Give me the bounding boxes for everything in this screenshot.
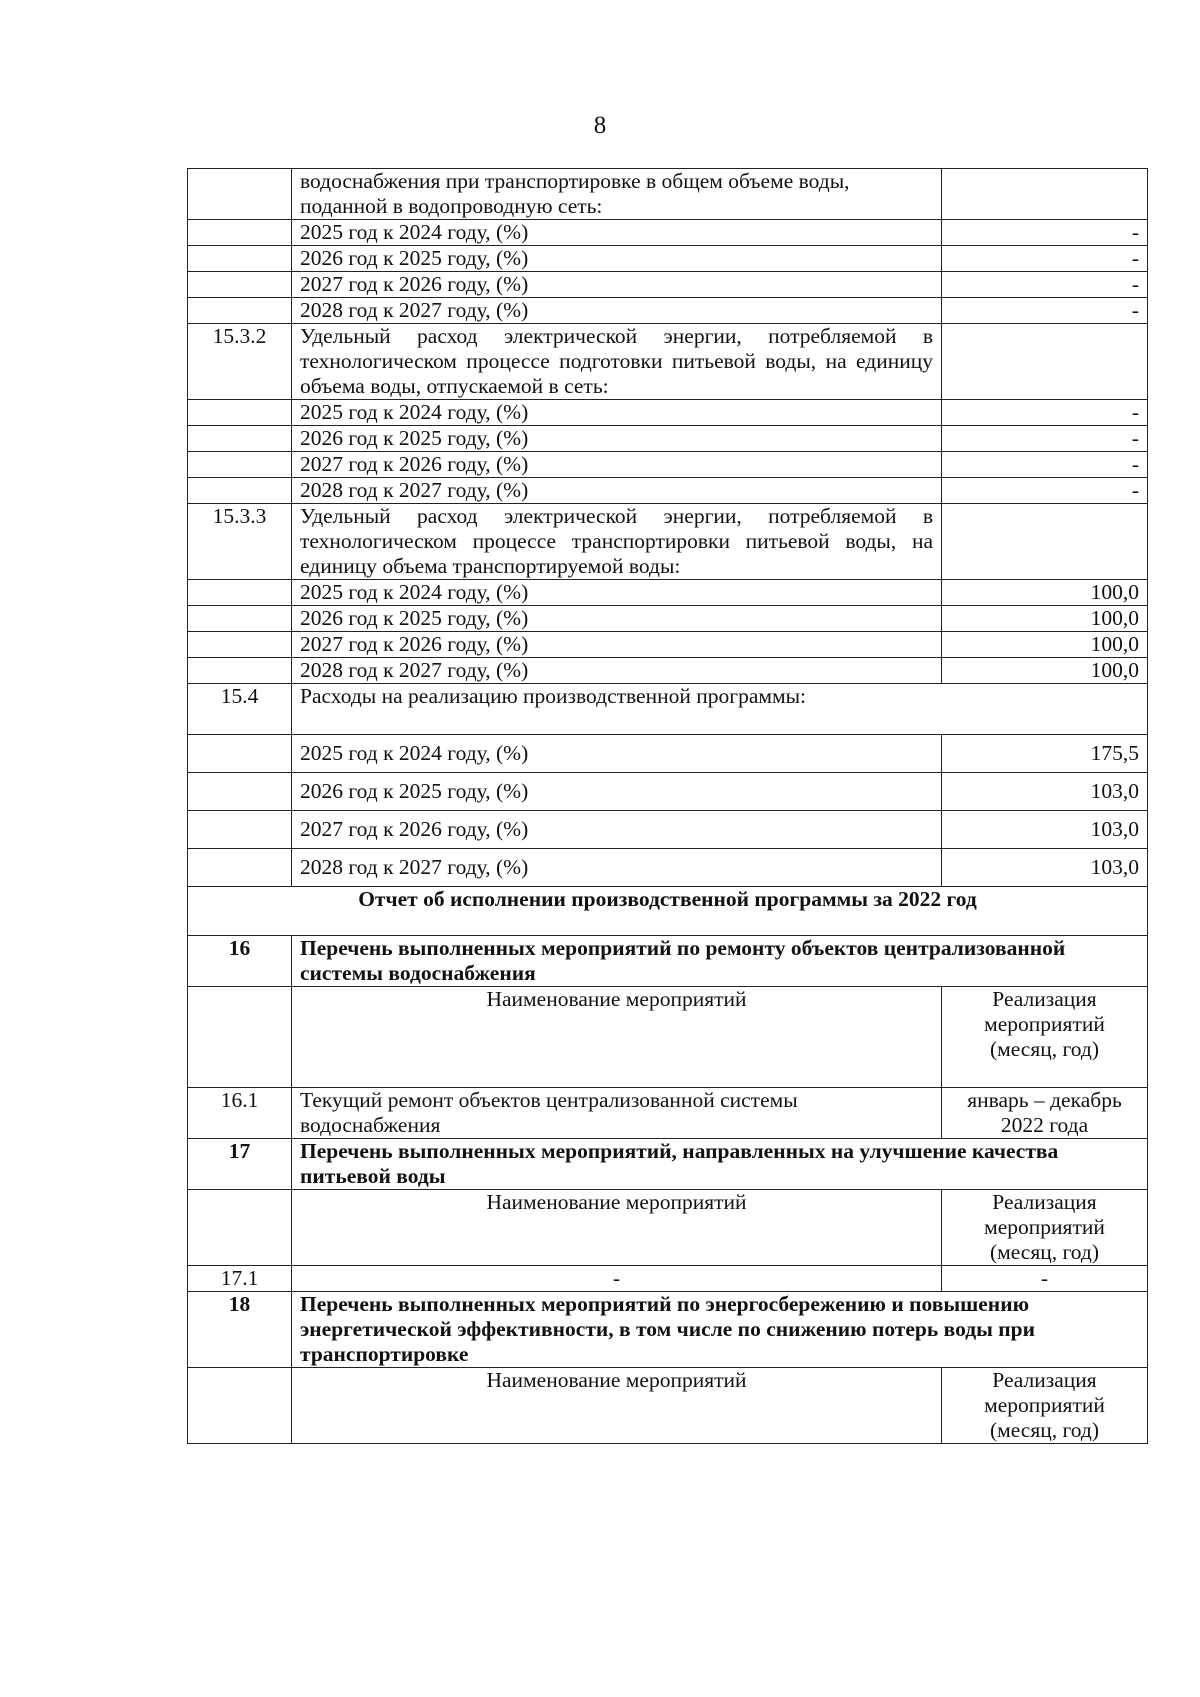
row-value: 103,0	[942, 773, 1148, 811]
row-value: -	[942, 426, 1148, 452]
table-row	[188, 1266, 1148, 1292]
row-value	[942, 169, 1148, 220]
table-row	[188, 272, 1148, 298]
section-16-header	[188, 936, 1148, 987]
col-impl-header: Реализация мероприятий (месяц, год)	[942, 987, 1148, 1088]
report-title: Отчет об исполнении производственной программы за 2022 год	[188, 887, 1148, 936]
row-number	[188, 169, 292, 220]
row-number	[188, 298, 292, 324]
column-header-row	[188, 987, 1148, 1088]
table-row	[188, 504, 1148, 580]
row-label: 2027 год к 2026 году, (%)	[292, 632, 942, 658]
row-value	[942, 324, 1148, 400]
section-number: 18	[188, 1292, 292, 1368]
row-label: 2028 год к 2027 году, (%)	[292, 478, 942, 504]
section-18-header	[188, 1292, 1148, 1368]
row-value: -	[942, 220, 1148, 246]
table-row	[188, 606, 1148, 632]
table-row	[188, 632, 1148, 658]
row-value: -	[942, 452, 1148, 478]
col-impl-header: Реализация мероприятий (месяц, год)	[942, 1190, 1148, 1266]
row-number	[188, 220, 292, 246]
table-row	[188, 246, 1148, 272]
table-row	[188, 849, 1148, 887]
row-number-empty	[188, 773, 292, 811]
section-number: 16	[188, 936, 292, 987]
row-label: водоснабжения при транспортировке в общем объеме воды, поданной в водопроводную сеть:	[292, 169, 942, 220]
row-label: 2028 год к 2027 году, (%)	[292, 298, 942, 324]
row-label: 2026 год к 2025 году, (%)	[292, 773, 942, 811]
row-value: 103,0	[942, 849, 1148, 887]
table-row	[188, 735, 1148, 773]
report-title-row	[188, 887, 1148, 936]
row-label: -	[292, 1266, 942, 1292]
row-label: 2025 год к 2024 году, (%)	[292, 735, 942, 773]
row-value: 100,0	[942, 658, 1148, 684]
row-number: 15.3.3	[188, 504, 292, 580]
row-number-empty	[188, 987, 292, 1088]
section-title: Перечень выполненных мероприятий, направленных на улучшение качества питьевой воды	[292, 1139, 1148, 1190]
row-label: Текущий ремонт объектов централизованной системы водоснабжения	[292, 1088, 942, 1139]
row-label: 2025 год к 2024 году, (%)	[292, 400, 942, 426]
section-title: Перечень выполненных мероприятий по ремонту объектов централизованной системы водоснабжения	[292, 936, 1148, 987]
row-value: -	[942, 400, 1148, 426]
indicators-table	[187, 168, 1148, 1444]
row-number	[188, 632, 292, 658]
row-value: -	[942, 246, 1148, 272]
row-label: 2027 год к 2026 году, (%)	[292, 452, 942, 478]
table-row	[188, 324, 1148, 400]
page-number: 8	[593, 112, 607, 139]
section-number: 17	[188, 1139, 292, 1190]
table-row	[188, 452, 1148, 478]
row-value: 100,0	[942, 632, 1148, 658]
row-value: -	[942, 272, 1148, 298]
row-label: 2026 год к 2025 году, (%)	[292, 606, 942, 632]
row-number-empty	[188, 1368, 292, 1444]
row-label: 2025 год к 2024 году, (%)	[292, 220, 942, 246]
row-number	[188, 478, 292, 504]
row-label: 2027 год к 2026 году, (%)	[292, 272, 942, 298]
row-value	[942, 504, 1148, 580]
row-number	[188, 658, 292, 684]
row-number	[188, 580, 292, 606]
section-title: Перечень выполненных мероприятий по энергосбережению и повышению энергетической эффективности, в том числе по снижению потерь воды при транспортировке	[292, 1292, 1148, 1368]
column-header-row	[188, 1368, 1148, 1444]
row-number	[188, 606, 292, 632]
row-number	[188, 272, 292, 298]
col-impl-header: Реализация мероприятий (месяц, год)	[942, 1368, 1148, 1444]
row-value: 103,0	[942, 811, 1148, 849]
row-number	[188, 426, 292, 452]
row-label: 2025 год к 2024 году, (%)	[292, 580, 942, 606]
section-17-header	[188, 1139, 1148, 1190]
row-value: январь – декабрь 2022 года	[942, 1088, 1148, 1139]
col-name-header: Наименование мероприятий	[292, 987, 942, 1088]
row-value: 100,0	[942, 606, 1148, 632]
table-row	[188, 426, 1148, 452]
table-row	[188, 658, 1148, 684]
table-row	[188, 773, 1148, 811]
row-label: Расходы на реализацию производственной программы:	[292, 684, 1148, 735]
table-row	[188, 478, 1148, 504]
row-number	[188, 452, 292, 478]
col-name-header: Наименование мероприятий	[292, 1368, 942, 1444]
row-label: 2026 год к 2025 году, (%)	[292, 426, 942, 452]
row-value: -	[942, 298, 1148, 324]
table-row	[188, 811, 1148, 849]
section-15-4-header	[188, 684, 1148, 735]
row-value: -	[942, 478, 1148, 504]
row-number	[188, 400, 292, 426]
table-row	[188, 1088, 1148, 1139]
row-value: -	[942, 1266, 1148, 1292]
row-label: 2028 год к 2027 году, (%)	[292, 658, 942, 684]
col-name-header: Наименование мероприятий	[292, 1190, 942, 1266]
row-label: 2028 год к 2027 году, (%)	[292, 849, 942, 887]
table-row	[188, 580, 1148, 606]
row-number-empty	[188, 811, 292, 849]
table-row	[188, 298, 1148, 324]
row-number-empty	[188, 849, 292, 887]
column-header-row	[188, 1190, 1148, 1266]
row-label: Удельный расход электрической энергии, потребляемой в технологическом процессе подготовки питьевой воды, на единицу объема воды, отпускаемой в сеть:	[292, 324, 942, 400]
table-row	[188, 169, 1148, 220]
row-number: 16.1	[188, 1088, 292, 1139]
row-number: 17.1	[188, 1266, 292, 1292]
table-row	[188, 400, 1148, 426]
row-number: 15.4	[188, 684, 292, 735]
row-number-empty	[188, 1190, 292, 1266]
row-value: 175,5	[942, 735, 1148, 773]
row-label: Удельный расход электрической энергии, потребляемой в технологическом процессе транспортировки питьевой воды, на единицу объема транспортируемой воды:	[292, 504, 942, 580]
row-number: 15.3.2	[188, 324, 292, 400]
row-number-empty	[188, 735, 292, 773]
row-label: 2027 год к 2026 году, (%)	[292, 811, 942, 849]
table-row	[188, 220, 1148, 246]
row-number	[188, 246, 292, 272]
row-value: 100,0	[942, 580, 1148, 606]
row-label: 2026 год к 2025 году, (%)	[292, 246, 942, 272]
